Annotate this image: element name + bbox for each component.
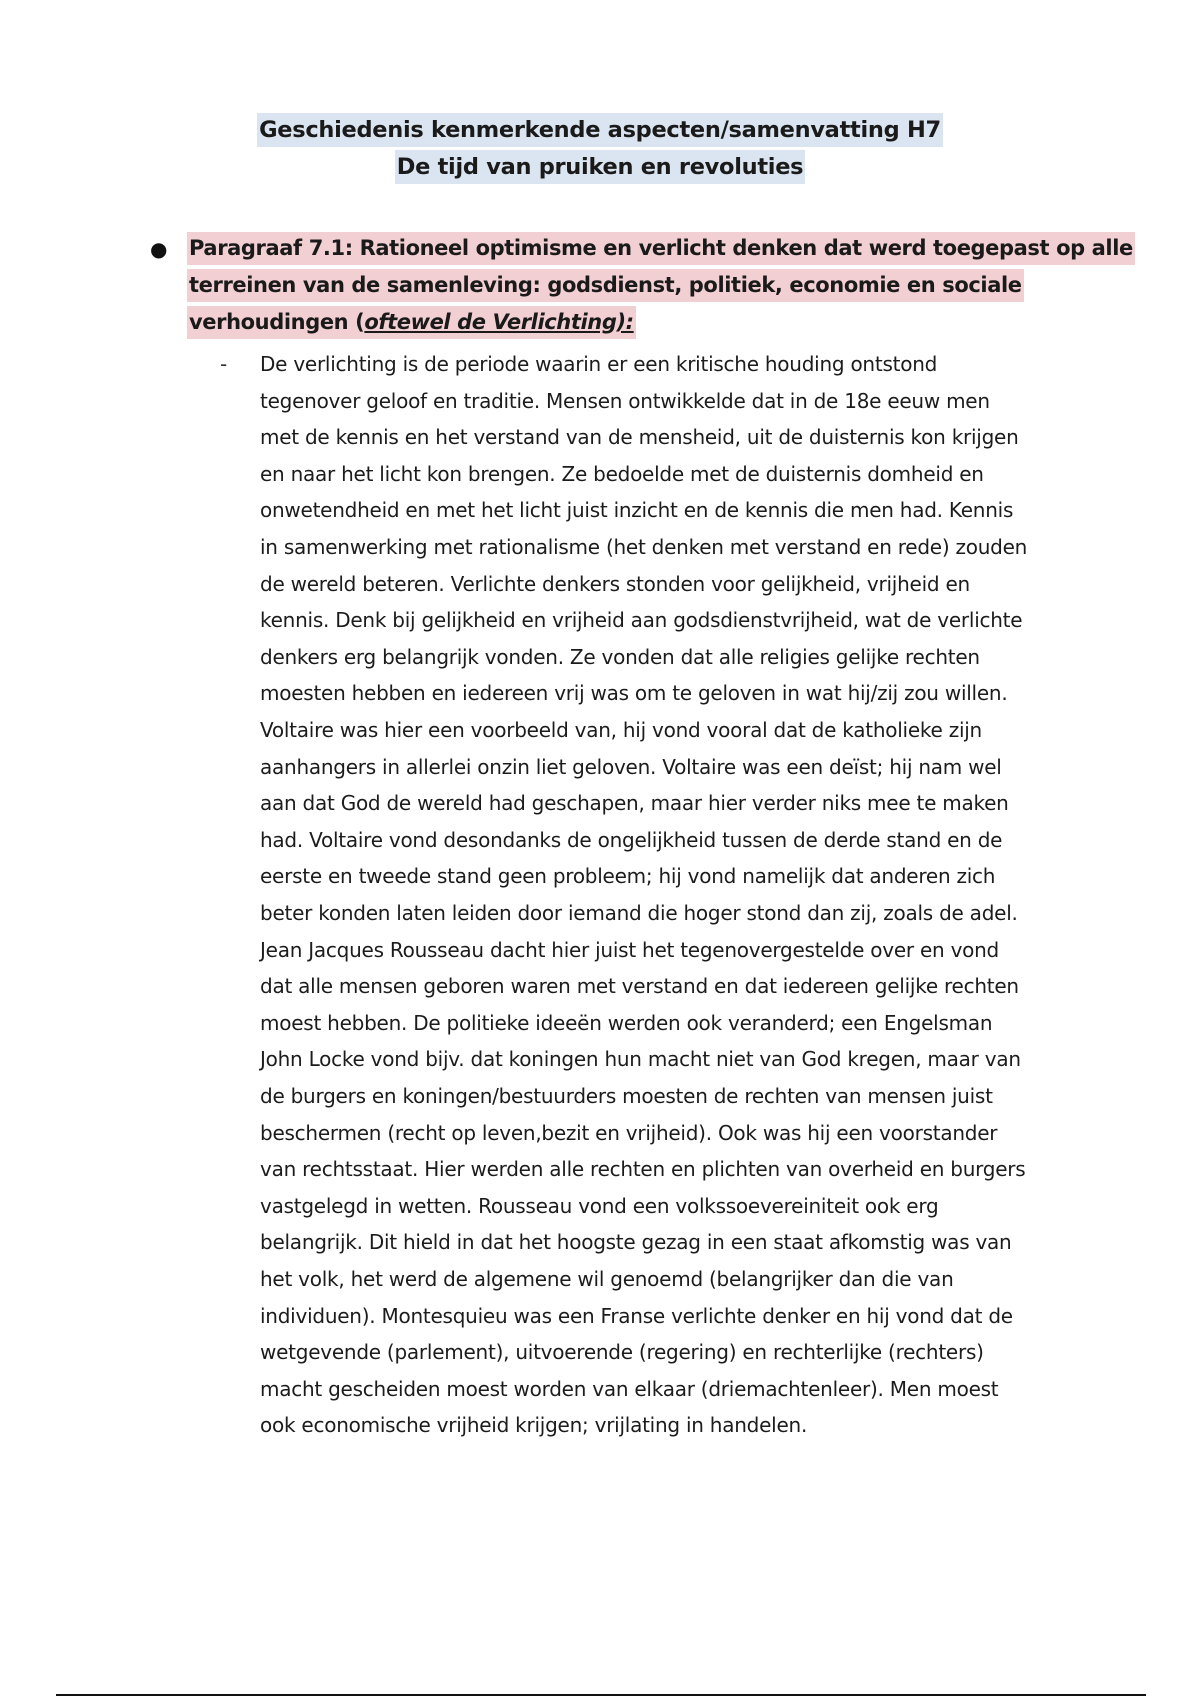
heading-line-3-emphasis: oftewel de Verlichting): xyxy=(364,310,634,334)
paragraph-line: denkers erg belangrijk vonden. Ze vonden dat alle religies gelijke rechten xyxy=(260,645,980,669)
paragraph-line: ook economische vrijheid krijgen; vrijlating in handelen. xyxy=(260,1413,808,1437)
paragraph-line: eerste en tweede stand geen probleem; hij vond namelijk dat anderen zich xyxy=(260,864,996,888)
paragraph-line: vastgelegd in wetten. Rousseau vond een volkssoevereiniteit ook erg xyxy=(260,1194,939,1218)
paragraph-line: beschermen (recht op leven,bezit en vrijheid). Ook was hij een voorstander xyxy=(260,1121,998,1145)
paragraph-line: met de kennis en het verstand van de mensheid, uit de duisternis kon krijgen xyxy=(260,425,1019,449)
paragraph-line: moest hebben. De politieke ideeën werden ook veranderd; een Engelsman xyxy=(260,1011,993,1035)
paragraph-line: moesten hebben en iedereen vrij was om te geloven in wat hij/zij zou willen. xyxy=(260,681,1008,705)
paragraph-line: in samenwerking met rationalisme (het denken met verstand en rede) zouden xyxy=(260,535,1028,559)
bullet-icon: ● xyxy=(150,237,168,261)
paragraph-line: van rechtsstaat. Hier werden alle rechten en plichten van overheid en burgers xyxy=(260,1157,1026,1181)
paragraph-line: en naar het licht kon brengen. Ze bedoelde met de duisternis domheid en xyxy=(260,462,984,486)
heading-line-1: Paragraaf 7.1: Rationeel optimisme en verlicht denken dat werd toegepast op alle xyxy=(187,232,1135,265)
section-heading xyxy=(187,232,1133,343)
paragraph-line: aanhangers in allerlei onzin liet geloven. Voltaire was een deïst; hij nam wel xyxy=(260,755,1002,779)
paragraph-line: macht gescheiden moest worden van elkaar (driemachtenleer). Men moest xyxy=(260,1377,999,1401)
paragraph-line: het volk, het werd de algemene wil genoemd (belangrijker dan die van xyxy=(260,1267,954,1291)
paragraph-line: tegenover geloof en traditie. Mensen ontwikkelde dat in de 18e eeuw men xyxy=(260,389,990,413)
paragraph-line: de burgers en koningen/bestuurders moesten de rechten van mensen juist xyxy=(260,1084,993,1108)
title-line-2: De tijd van pruiken en revoluties xyxy=(395,150,806,184)
dash-marker: - xyxy=(220,352,228,376)
paragraph-line: Jean Jacques Rousseau dacht hier juist het tegenovergestelde over en vond xyxy=(260,938,1000,962)
title-line-1: Geschiedenis kenmerkende aspecten/samenvatting H7 xyxy=(257,113,943,147)
heading-line-3 xyxy=(187,306,636,339)
document-title xyxy=(0,113,1200,187)
paragraph-line: kennis. Denk bij gelijkheid en vrijheid aan godsdienstvrijheid, wat de verlichte xyxy=(260,608,1023,632)
paragraph-line: wetgevende (parlement), uitvoerende (regering) en rechterlijke (rechters) xyxy=(260,1340,984,1364)
paragraph-line: onwetendheid en met het licht juist inzicht en de kennis die men had. Kennis xyxy=(260,498,1014,522)
heading-line-3-prefix: verhoudingen ( xyxy=(189,310,365,334)
paragraph-line: belangrijk. Dit hield in dat het hoogste gezag in een staat afkomstig was van xyxy=(260,1230,1012,1254)
paragraph-line: had. Voltaire vond desondanks de ongelijkheid tussen de derde stand en de xyxy=(260,828,1003,852)
heading-line-2: terreinen van de samenleving: godsdienst, politiek, economie en sociale xyxy=(187,269,1024,302)
paragraph-line: dat alle mensen geboren waren met verstand en dat iedereen gelijke rechten xyxy=(260,974,1019,998)
paragraph-line: beter konden laten leiden door iemand die hoger stond dan zij, zoals de adel. xyxy=(260,901,1018,925)
footer-divider xyxy=(56,1694,1146,1696)
paragraph-line: aan dat God de wereld had geschapen, maar hier verder niks mee te maken xyxy=(260,791,1009,815)
paragraph-line: de wereld beteren. Verlichte denkers stonden voor gelijkheid, vrijheid en xyxy=(260,572,970,596)
paragraph-line: individuen). Montesquieu was een Franse verlichte denker en hij vond dat de xyxy=(260,1304,1013,1328)
paragraph-line: De verlichting is de periode waarin er een kritische houding ontstond xyxy=(260,352,938,376)
paragraph-line: John Locke vond bijv. dat koningen hun macht niet van God kregen, maar van xyxy=(260,1047,1021,1071)
paragraph-line: Voltaire was hier een voorbeeld van, hij vond vooral dat de katholieke zijn xyxy=(260,718,982,742)
